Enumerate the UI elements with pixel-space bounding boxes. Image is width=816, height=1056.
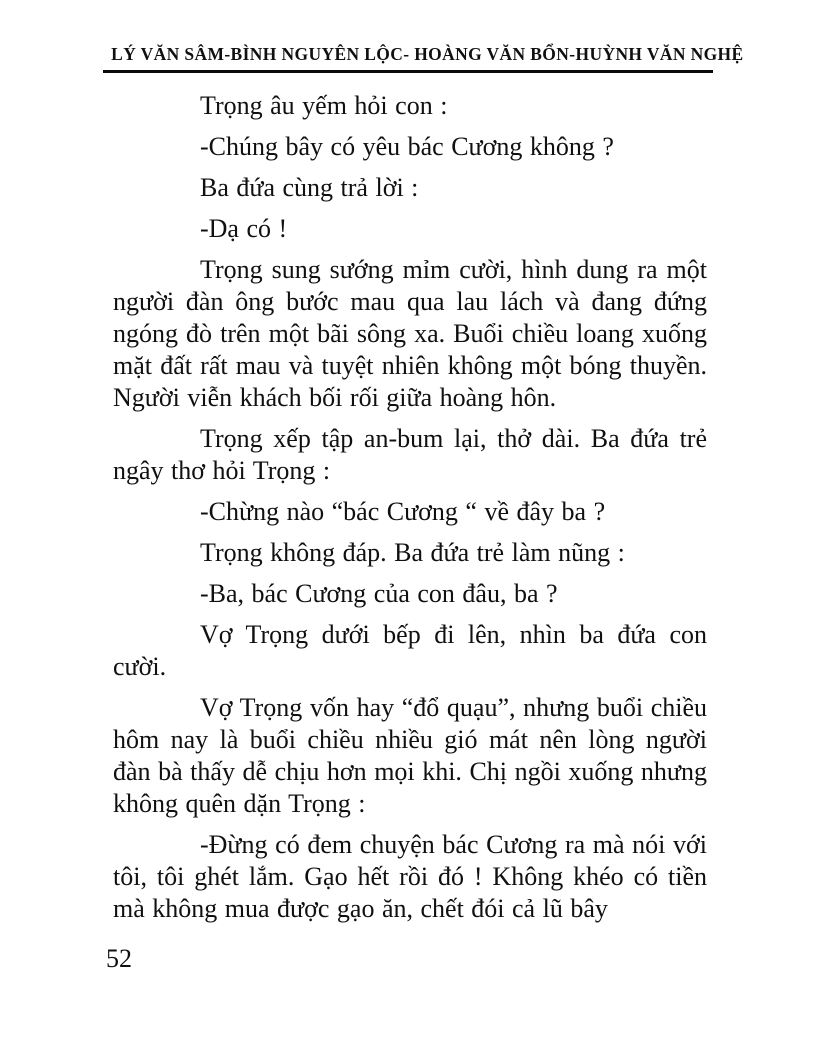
- running-header: LÝ VĂN SÂM-BÌNH NGUYÊN LỘC- HOÀNG VĂN BỔN-HUỲNH VĂN NGHỆ: [111, 44, 744, 64]
- page-body: [113, 90, 707, 934]
- paragraph: Trọng không đáp. Ba đứa trẻ làm nũng :: [200, 538, 625, 567]
- paragraph: Trọng âu yếm hỏi con :: [200, 91, 448, 120]
- paragraph: Vợ Trọng vốn hay “đổ quạu”, nhưng buổi chiều hôm nay là buổi chiều nhiều gió mát nên lòng người đàn bà thấy dễ chịu hơn mọi khi. Chị ngồi xuống nhưng không quên dặn Trọng :: [113, 693, 707, 818]
- page-number: 52: [106, 944, 132, 973]
- paragraph: -Đừng có đem chuyện bác Cương ra mà nói với tôi, tôi ghét lắm. Gạo hết rồi đó ! Không khéo có tiền mà không mua được gạo ăn, chết đói cả lũ bây: [113, 830, 707, 923]
- paragraph: Trọng sung sướng mỉm cười, hình dung ra một người đàn ông bước mau qua lau lách và đang đứng ngóng đò trên một bãi sông xa. Buổi chiều loang xuống mặt đất rất mau và tuyệt nhiên không một bóng thuyền. Người viễn khách bối rối giữa hoàng hôn.: [113, 255, 707, 412]
- paragraph: Trọng xếp tập an-bum lại, thở dài. Ba đứa trẻ ngây thơ hỏi Trọng :: [113, 424, 707, 485]
- paragraph: Ba đứa cùng trả lời :: [200, 173, 419, 202]
- paragraph: -Dạ có !: [200, 214, 288, 243]
- header-rule-divider: [103, 70, 713, 73]
- paragraph: -Chừng nào “bác Cương “ về đây ba ?: [200, 497, 606, 526]
- paragraph: Vợ Trọng dưới bếp đi lên, nhìn ba đứa con cười.: [113, 620, 707, 681]
- paragraph: -Ba, bác Cương của con đâu, ba ?: [200, 579, 558, 608]
- paragraph: -Chúng bây có yêu bác Cương không ?: [200, 132, 614, 161]
